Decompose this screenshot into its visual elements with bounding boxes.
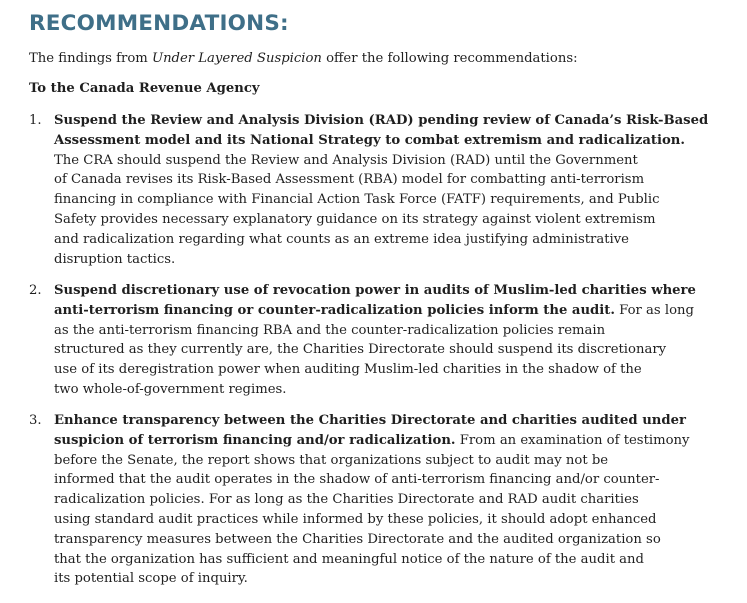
recommendation-bold-text: Enhance transparency between the Charities Directorate and charities audited under — [54, 413, 686, 428]
recommendation-bold-text: suspicion of terrorism financing and/or radicalization. — [54, 432, 456, 448]
recommendation-text: financing in compliance with Financial Action Task Force (FATF) requirements, and Public — [54, 192, 660, 208]
recommendation-text: The CRA should suspend the Review and Analysis Division (RAD) until the Government — [54, 152, 638, 168]
recommendation-line — [54, 321, 744, 341]
recommendation-bold-text: Suspend the Review and Analysis Division (RAD) pending review of Canada’s Risk-Based — [54, 113, 709, 128]
recommendation-text: its potential scope of inquiry. — [54, 571, 248, 587]
recommendation-line — [54, 569, 744, 589]
recommendation-line — [54, 111, 744, 131]
recommendation-line — [54, 250, 744, 270]
recommendation-text: using standard audit practices while informed by these policies, it should adopt enhanced — [54, 511, 657, 527]
recommendation-text: and radicalization regarding what counts as an extreme idea justifying administrative — [54, 231, 629, 247]
recommendation-line — [54, 510, 744, 530]
intro-text-after: offer the following recommendations: — [321, 51, 578, 66]
recommendation-line — [54, 470, 744, 490]
recommendation-line — [54, 360, 744, 380]
recommendation-text: Safety provides necessary explanatory guidance on its strategy against violent extremism — [54, 211, 656, 227]
recommendation-line — [54, 380, 744, 400]
recommendation-body — [54, 111, 744, 269]
recommendation-text: of Canada revises its Risk-Based Assessment (RBA) model for combatting anti-terrorism — [54, 172, 645, 188]
recommendation-line — [54, 451, 744, 471]
recommendation-line — [54, 230, 744, 250]
report-title: Under Layered Suspicion — [151, 51, 322, 66]
recommendation-line — [54, 411, 744, 431]
recommendation-line — [54, 281, 744, 301]
recommendation-line — [54, 340, 744, 360]
recommendation-line — [54, 190, 744, 210]
recommendation-line — [54, 490, 744, 510]
recommendation-text: before the Senate, the report shows that organizations subject to audit may not be — [54, 452, 609, 468]
recommendation-text: transparency measures between the Charities Directorate and the audited organization so — [54, 531, 661, 547]
recommendation-body — [54, 411, 744, 589]
recommendation-text: From an examination of testimony — [455, 432, 690, 448]
recommendation-number: 1. — [29, 113, 42, 128]
recommendation-text: structured as they currently are, the Charities Directorate should suspend its discretionary — [54, 342, 667, 358]
recommendation-text: two whole-of-government regimes. — [54, 381, 287, 397]
recommendation-line — [54, 170, 744, 190]
recommendation-line — [54, 431, 744, 451]
recommendation-text: informed that the audit operates in the shadow of anti-terrorism financing and/or counter- — [54, 472, 660, 488]
recommendation-line — [54, 301, 744, 321]
recommendation-text: For as long — [614, 302, 694, 318]
recommendation-number: 2. — [29, 283, 42, 298]
recommendation-bold-text: Suspend discretionary use of revocation power in audits of Muslim-led charities where — [54, 283, 696, 298]
recommendation-line — [54, 530, 744, 550]
recommendation-number: 3. — [29, 413, 42, 428]
intro-text-before: The findings from — [29, 51, 152, 66]
recommendation-text: that the organization has sufficient and meaningful notice of the nature of the audit and — [54, 551, 644, 567]
recommendation-text: as the anti-terrorism financing RBA and the counter-radicalization policies remain — [54, 322, 606, 338]
recommendation-body — [54, 281, 744, 400]
recommendation-line — [54, 210, 744, 230]
recommendation-line — [54, 131, 744, 151]
recommendation-line — [54, 151, 744, 171]
page-heading: RECOMMENDATIONS: — [29, 11, 289, 36]
recommendation-bold-text: Assessment model and its National Strategy to combat extremism and radicalization. — [54, 132, 685, 148]
recommendation-line — [54, 550, 744, 570]
recommendation-bold-text: anti-terrorism financing or counter-radicalization policies inform the audit. — [54, 302, 615, 318]
recommendation-text: use of its deregistration power when auditing Muslim-led charities in the shadow of the — [54, 362, 642, 378]
intro-paragraph — [29, 49, 578, 68]
recommendation-text: radicalization policies. For as long as the Charities Directorate and RAD audit charities — [54, 492, 639, 508]
recommendation-text: disruption tactics. — [54, 251, 176, 267]
section-subheading: To the Canada Revenue Agency — [29, 81, 260, 96]
